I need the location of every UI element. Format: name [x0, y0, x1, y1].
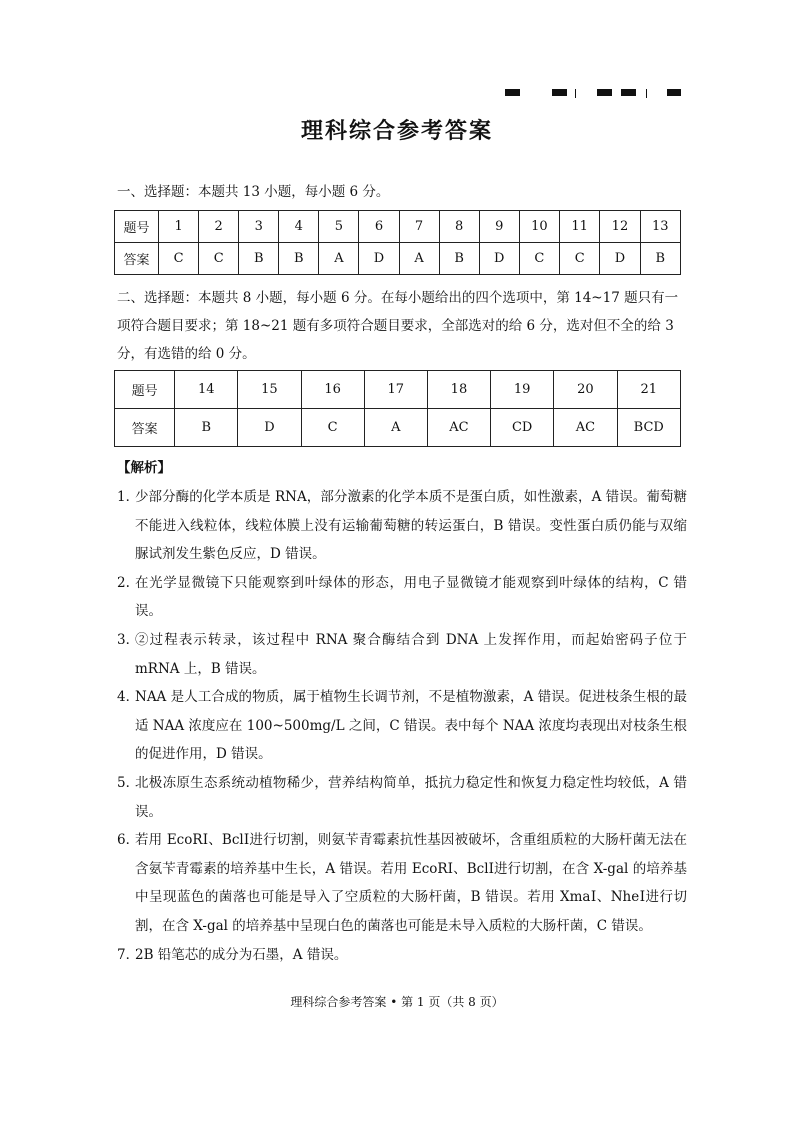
item-number: 5． [117, 774, 140, 791]
table-row [115, 371, 681, 409]
answer-cell: CD [491, 409, 554, 447]
answer-cell: A [364, 409, 427, 447]
answer-cell: C [301, 409, 364, 447]
answer-table-1 [114, 210, 681, 275]
question-number: 12 [600, 211, 640, 243]
answer-cell: B [640, 243, 680, 275]
list-item [117, 941, 687, 970]
question-number: 21 [617, 371, 680, 409]
answer-cell: B [175, 409, 238, 447]
table-row [115, 243, 681, 275]
list-item [117, 683, 687, 769]
question-number: 9 [479, 211, 519, 243]
table-answer-label: 答案 [115, 243, 159, 275]
answer-table-2 [114, 370, 681, 447]
table-row [115, 211, 681, 243]
answer-cell: C [199, 243, 239, 275]
list-item [117, 569, 687, 626]
question-number: 3 [239, 211, 279, 243]
question-number: 2 [199, 211, 239, 243]
answer-cell: B [279, 243, 319, 275]
header-mark [505, 89, 520, 96]
list-item [117, 826, 687, 940]
item-number: 6． [117, 832, 140, 849]
item-text: 2B 铅笔芯的成分为石墨，A 错误。 [135, 946, 348, 963]
header-mark [621, 89, 636, 96]
page-footer: 理科综合参考答案 • 第 1 页（共 8 页） [290, 995, 504, 1009]
answer-cell: A [399, 243, 439, 275]
question-number: 13 [640, 211, 680, 243]
item-text: 在光学显微镜下只能观察到叶绿体的形态，用电子显微镜才能观察到叶绿体的结构，C 错误。 [135, 574, 687, 620]
answer-cell: A [319, 243, 359, 275]
table-header-label: 题号 [115, 371, 175, 409]
answer-cell: D [238, 409, 301, 447]
question-number: 8 [439, 211, 479, 243]
question-number: 14 [175, 371, 238, 409]
question-number: 6 [359, 211, 399, 243]
list-item [117, 483, 687, 569]
answer-cell: D [479, 243, 519, 275]
item-text: 北极冻原生态系统动植物稀少，营养结构简单，抵抗力稳定性和恢复力稳定性均较低，A 错误。 [135, 774, 687, 820]
table-row [115, 409, 681, 447]
answer-cell: AC [427, 409, 490, 447]
question-number: 19 [491, 371, 554, 409]
item-text: NAA 是人工合成的物质，属于植物生长调节剂，不是植物激素，A 错误。促进枝条生根的最适 NAA 浓度应在 100~500mg/L 之间，C 错误。表中每个 NAA 浓度均表现出对枝条生根的促进作用，D 错误。 [135, 689, 687, 763]
question-number: 16 [301, 371, 364, 409]
table-answer-label: 答案 [115, 409, 175, 447]
table-header-label: 题号 [115, 211, 159, 243]
question-number: 1 [159, 211, 199, 243]
answer-cell: BCD [617, 409, 680, 447]
item-text: ②过程表示转录，该过程中 RNA 聚合酶结合到 DNA 上发挥作用，而起始密码子位于 mRNA 上，B 错误。 [135, 631, 687, 677]
question-number: 5 [319, 211, 359, 243]
answer-cell: C [159, 243, 199, 275]
header-mark [667, 89, 681, 96]
analysis-list [117, 483, 687, 969]
question-number: 17 [364, 371, 427, 409]
answer-cell: C [560, 243, 600, 275]
question-number: 18 [427, 371, 490, 409]
answer-cell: B [439, 243, 479, 275]
section1-heading: 一、选择题：本题共 13 小题，每小题 6 分。 [117, 184, 390, 200]
question-number: 7 [399, 211, 439, 243]
answer-cell: D [359, 243, 399, 275]
list-item [117, 626, 687, 683]
item-text: 少部分酶的化学本质是 RNA，部分激素的化学本质不是蛋白质，如性激素，A 错误。葡萄糖不能进入线粒体，线粒体膜上没有运输葡萄糖的转运蛋白，B 错误。变性蛋白质仍能与双缩脲试剂发生紫色反应，D 错误。 [135, 489, 687, 563]
item-number: 4． [117, 689, 140, 706]
analysis-label: 【解析】 [117, 460, 171, 476]
header-mark [597, 89, 612, 96]
page-title: 理科综合参考答案 [300, 118, 493, 144]
item-number: 1． [117, 489, 140, 505]
list-item [117, 769, 687, 826]
question-number: 20 [554, 371, 617, 409]
answer-cell: C [519, 243, 559, 275]
item-number: 7． [117, 946, 140, 963]
question-number: 15 [238, 371, 301, 409]
header-mark [575, 89, 576, 98]
header-mark [646, 89, 647, 98]
question-number: 4 [279, 211, 319, 243]
answer-cell: D [600, 243, 640, 275]
header-mark [552, 89, 567, 96]
question-number: 10 [519, 211, 559, 243]
item-number: 2. [117, 574, 130, 591]
item-number: 3． [117, 631, 140, 648]
item-text: 若用 EcoRⅠ、BclⅠ进行切割，则氨苄青霉素抗性基因被破坏，含重组质粒的大肠杆菌无法在含氨苄青霉素的培养基中生长，A 错误。若用 EcoRⅠ、BclⅠ进行切割，在含 X-gal 的培养基中呈现蓝色的菌落也可能是导入了空质粒的大肠杆菌，B 错误。若用 XmaⅠ、NheⅠ进行切割，在含 X-gal 的培养基中呈现白色的菌落也可能是未导入质粒的大肠杆菌，C 错误。 [135, 832, 687, 934]
answer-cell: B [239, 243, 279, 275]
question-number: 11 [560, 211, 600, 243]
answer-cell: AC [554, 409, 617, 447]
section2-heading: 二、选择题：本题共 8 小题，每小题 6 分。在每小题给出的四个选项中，第 14~17 题只有一项符合题目要求；第 18~21 题有多项符合题目要求，全部选对的给 6 分，选对但不全的给 3 分，有选错的给 0 分。 [117, 290, 679, 362]
